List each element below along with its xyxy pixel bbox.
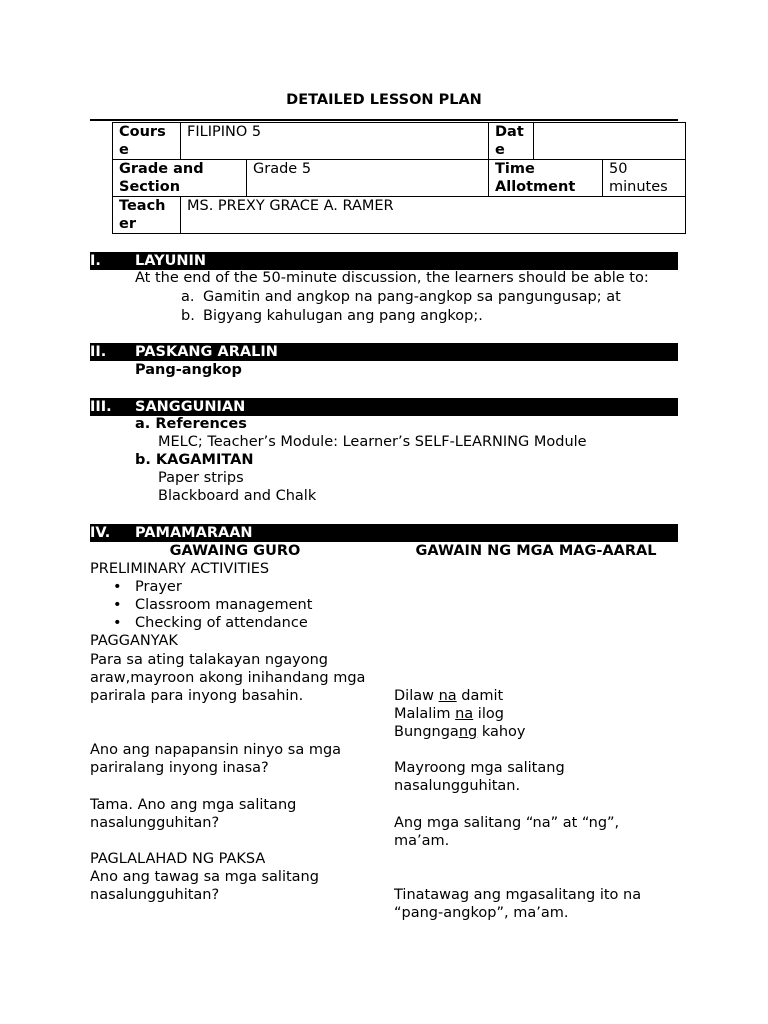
page-title: DETAILED LESSON PLAN [286,92,482,108]
course-value-cell [181,123,489,160]
section-number: II. [90,344,107,360]
learner-line: ma’am. [394,833,450,849]
phrase-example [394,687,503,705]
section-header-pamamaraan [90,524,678,542]
teacher-label-line1: Teach [119,198,166,214]
preliminary-heading: PRELIMINARY ACTIVITIES [90,561,270,577]
grade-value: Grade 5 [253,161,312,177]
time-label-line1: Time [495,161,535,177]
table-row [113,197,686,234]
underlined-linker: ng [458,724,478,740]
objective-a-text: Gamitin and angkop na pang-angkop sa pangungusap; at [203,289,621,305]
teacher-line: Ano ang napapansin ninyo sa mga [90,742,342,758]
time-label-line2: Allotment [495,179,576,195]
time-value-line1: 50 [609,161,628,177]
underlined-linker: na [438,688,457,704]
time-label-cell [489,160,603,197]
time-value-cell [603,160,686,197]
section-title: PASKANG ARALIN [135,344,278,360]
teacher-label-line2: er [119,216,136,232]
lesson-topic: Pang-angkop [135,362,242,378]
section-number: I. [90,253,101,269]
preliminary-item: Classroom management [135,597,313,613]
phrase-text: Dilaw [394,688,439,704]
section-header-sanggunian [90,398,678,416]
column-header-teacher: GAWAING GURO [169,543,301,559]
date-label-line2: e [495,142,505,158]
time-value-line2: minutes [609,179,668,195]
teacher-line: araw,mayroon akong inihandang mga [90,670,366,686]
section-title: LAYUNIN [135,253,207,269]
bullet-icon: • [113,579,122,595]
teacher-line: Tama. Ano ang mga salitang [90,797,297,813]
learner-line: Ang mga salitang “na” at “ng”, [394,815,620,831]
teacher-line: Para sa ating talakayan ngayong [90,652,328,668]
paglalahad-heading: PAGLALAHAD NG PAKSA [90,851,266,867]
preliminary-item: Prayer [135,579,182,595]
learner-line: Tinatawag ang mgasalitang ito na [394,887,642,903]
section-number: IV. [90,525,111,541]
phrase-text: Malalim [394,706,456,722]
kagamitan-item: Paper strips [158,470,244,486]
phrase-text: kahoy [477,724,526,740]
bullet-icon: • [113,615,122,631]
objective-a-marker: a. [181,289,195,305]
lesson-info-table [112,122,686,234]
teacher-line: parirala para inyong basahin. [90,688,304,704]
table-row [113,160,686,197]
pagganyak-heading: PAGGANYAK [90,633,178,649]
date-label-cell [489,123,534,160]
preliminary-item: Checking of attendance [135,615,308,631]
learner-line: “pang-angkop”, ma’am. [394,905,569,921]
objective-b-text: Bigyang kahulugan ang pang angkop;. [203,308,483,324]
teacher-line: nasalungguhitan? [90,887,220,903]
title-rule [90,119,678,121]
teacher-line: pariralang inyong inasa? [90,760,269,776]
section-header-paskang-aralin [90,343,678,361]
grade-label-cell [113,160,247,197]
learner-line: Mayroong mga salitang [394,760,565,776]
objective-b-marker: b. [181,308,195,324]
course-label-line2: e [119,142,129,158]
teacher-label-cell [113,197,181,234]
kagamitan-item: Blackboard and Chalk [158,488,317,504]
section-number: III. [90,399,112,415]
learner-line: nasalungguhitan. [394,778,521,794]
grade-value-cell [247,160,489,197]
course-label-cell [113,123,181,160]
references-label: a. References [135,416,247,432]
phrase-example [394,705,504,723]
section-header-layunin [90,252,678,270]
underlined-linker: na [455,706,474,722]
references-text: MELC; Teacher’s Module: Learner’s SELF-LEARNING Module [158,434,587,450]
date-value-cell [534,123,686,160]
layunin-intro: At the end of the 50-minute discussion, the learners should be able to: [135,270,649,286]
phrase-text: damit [456,688,504,704]
table-row [113,123,686,160]
bullet-icon: • [113,597,122,613]
teacher-value: MS. PREXY GRACE A. RAMER [187,198,394,214]
teacher-line: Ano ang tawag sa mga salitang [90,869,319,885]
kagamitan-label: b. KAGAMITAN [135,452,254,468]
section-title: SANGGUNIAN [135,399,246,415]
grade-label-line2: Section [119,179,181,195]
grade-label-line1: Grade and [119,161,204,177]
phrase-text: Bungnga [394,724,459,740]
course-label-line1: Cours [119,124,166,140]
section-title: PAMAMARAAN [135,525,253,541]
phrase-text: ilog [473,706,504,722]
date-label-line1: Dat [495,124,524,140]
teacher-value-cell [181,197,686,234]
column-header-learner: GAWAIN NG MGA MAG-AARAL [415,543,657,559]
phrase-example [394,723,526,741]
course-value: FILIPINO 5 [187,124,262,140]
teacher-line: nasalungguhitan? [90,815,220,831]
